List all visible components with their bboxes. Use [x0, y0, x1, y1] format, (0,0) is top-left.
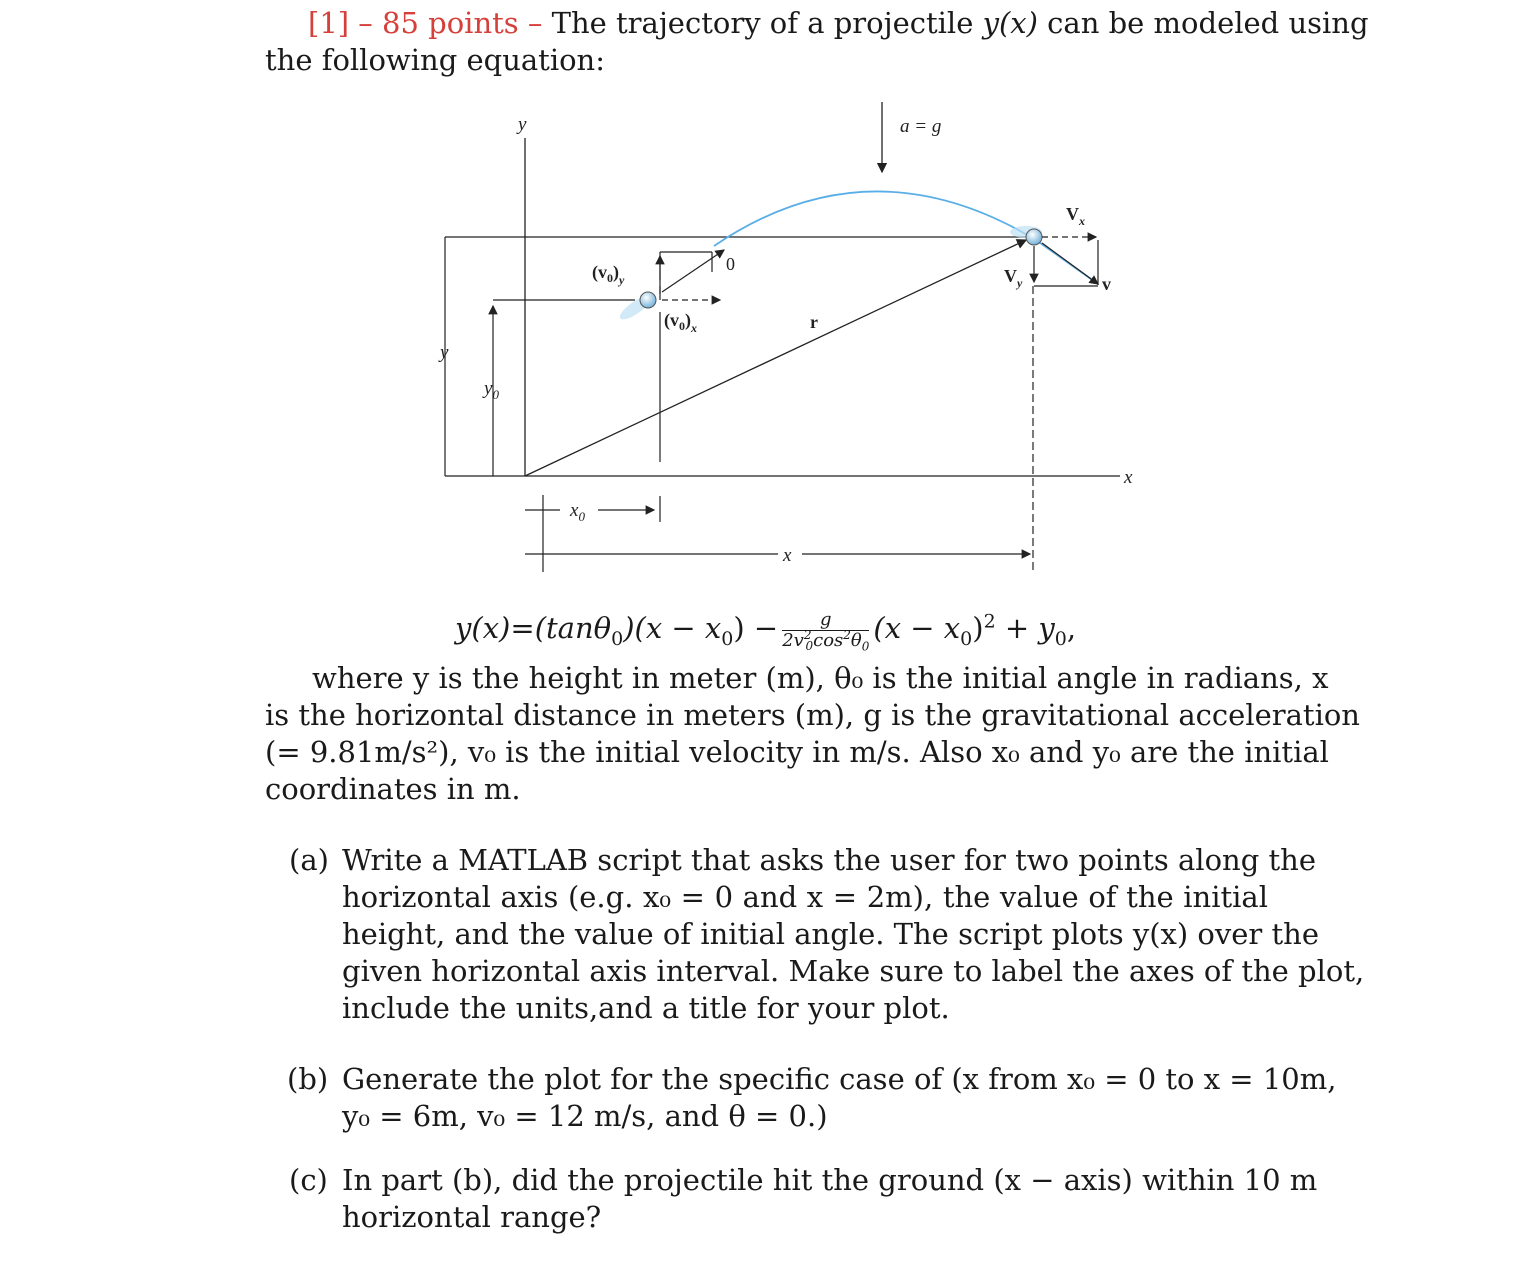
- part-a-line3: height, and the value of initial angle. The script plots y(x) over the: [342, 917, 1319, 951]
- eq-frac-den: $2v^2_0\cos^2\theta_0$: [782, 627, 870, 654]
- part-c-label: (c): [289, 1163, 328, 1197]
- y-axis-label: y: [518, 114, 527, 135]
- eq-plus-y0: + y: [995, 611, 1055, 645]
- eq-equals: =: [510, 611, 535, 645]
- eq-fraction: [782, 608, 870, 654]
- part-b-line1: Generate the plot for the specific case of (x from x₀ = 0 to x = 10m,: [342, 1062, 1337, 1096]
- part-a-line4: given horizontal axis interval. Make sure to label the axes of the plot,: [342, 954, 1365, 988]
- end-ball: [1026, 229, 1042, 245]
- part-a-label: (a): [289, 843, 329, 877]
- description-line2: is the horizontal distance in meters (m), g is the gravitational acceleration: [265, 698, 1360, 732]
- part-c-line1: In part (b), did the projectile hit the ground (x − axis) within 10 m: [342, 1163, 1318, 1197]
- theta0-label: 0: [726, 254, 735, 274]
- v0y-label: $(v_0)_y$: [592, 262, 625, 287]
- eq-y0-sub: 0: [1054, 627, 1067, 650]
- eq-tan: (tanθ: [534, 611, 612, 645]
- v-vector: [1042, 243, 1098, 284]
- part-c-line2: horizontal range?: [342, 1200, 602, 1234]
- v0x-label: $(v_0)_x$: [664, 310, 697, 335]
- dash: –: [349, 6, 383, 40]
- part-a-line5: include the units,and a title for your plot.: [342, 991, 950, 1025]
- x-axis-label: x: [1124, 467, 1133, 488]
- problem-header-line2: the following equation:: [265, 43, 605, 77]
- description-line1: where y is the height in meter (m), θ₀ is the initial angle in radians, x: [312, 661, 1329, 695]
- description-line3: (= 9.81m/s²), v₀ is the initial velocity in m/s. Also x₀ and y₀ are the initial: [265, 735, 1329, 769]
- eq-tan-close: )(x − x: [623, 611, 722, 645]
- problem-number: [1]: [308, 6, 350, 40]
- x-dimension-label: x: [783, 545, 792, 566]
- eq-trail: ,: [1066, 611, 1077, 645]
- problem-header-line1: [308, 5, 1369, 41]
- part-a-line2: horizontal axis (e.g. x₀ = 0 and x = 2m), the value of the initial: [342, 880, 1268, 914]
- projectile-diagram: [430, 100, 1150, 580]
- dash: –: [518, 6, 552, 40]
- trajectory-equation: [455, 606, 1095, 654]
- x0-label: $x_0$: [570, 500, 585, 524]
- eq-tan-sub: 0: [611, 627, 624, 650]
- problem-points: 85 points: [382, 6, 519, 40]
- matlab-text: MATLAB: [458, 843, 589, 877]
- r-label: r: [810, 312, 818, 332]
- v-label: v: [1102, 274, 1111, 294]
- y0-label: $y_0$: [484, 378, 499, 402]
- gravity-label: a = g: [900, 116, 942, 137]
- eq-sq-sup: 2: [983, 610, 996, 633]
- part-b-label: (b): [287, 1062, 329, 1096]
- launch-ball: [640, 292, 656, 308]
- trajectory-curve: [714, 191, 1036, 246]
- vx-label: $V_x$: [1066, 204, 1085, 228]
- intro-text: The trajectory of a projectile: [551, 6, 983, 40]
- eq-lhs: y(x): [455, 611, 511, 645]
- description-line4: coordinates in m.: [265, 772, 521, 806]
- eq-x0-sub: 0: [721, 627, 734, 650]
- part-a-line1: Write a MATLAB script that asks the user for two points along the: [342, 843, 1316, 877]
- part-b-line2: y₀ = 6m, v₀ = 12 m/s, and θ = 0.): [342, 1099, 828, 1133]
- eq-sq-sub: 0: [960, 627, 973, 650]
- v0-vector: [662, 250, 724, 292]
- y-dimension-label: y: [440, 342, 449, 363]
- vy-label: $V_y$: [1004, 266, 1023, 290]
- y-of-x: y(x): [982, 6, 1038, 40]
- eq-frac-num: g: [782, 611, 869, 631]
- eq-sq: (x − x: [873, 611, 961, 645]
- eq-sq-close: ): [972, 611, 984, 645]
- intro-tail: can be modeled using: [1037, 6, 1369, 40]
- eq-close1: ) −: [733, 611, 779, 645]
